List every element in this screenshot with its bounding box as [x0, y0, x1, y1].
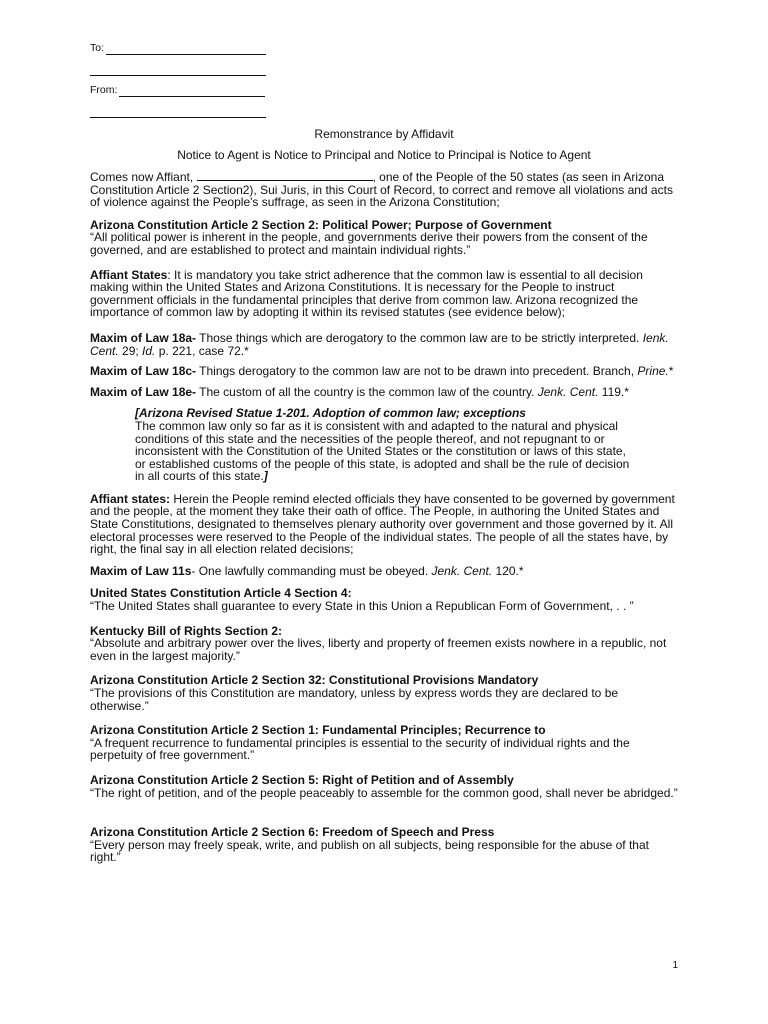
intro-before: Comes now Affiant,	[90, 170, 197, 184]
to-blank	[106, 43, 266, 55]
us-art4-sec4-text: “The United States shall guarantee to every State in this Union a Republican Form of Government, . . ”	[90, 599, 634, 614]
az-art2-sec2-text: “All political power is inherent in the people, and governments derive their powers from the consent of the governed, and are established to protect and maintain individual rights.”	[90, 230, 648, 257]
maxim-18e	[90, 386, 678, 399]
az-art2-sec6-text: “Every person may freely speak, write, and publish on all subjects, being responsible for the abuse of that right.”	[90, 837, 649, 865]
document-page	[90, 34, 678, 864]
maxim-18c-label: Maxim of Law 18c-	[90, 364, 197, 379]
maxim-18e-cite2: 119.*	[598, 384, 629, 399]
to-line-2	[90, 55, 678, 76]
maxim-11s-label: Maxim of Law 11s	[90, 563, 192, 578]
affiant-name-blank	[197, 170, 373, 181]
az-art2-sec32	[90, 674, 678, 712]
affiant-states-1-text: : It is mandatory you take strict adherence that the common law is essential to all decision making within the United States and Arizona Constitutions. It is necessary for the People to instruct government officials in the fundamental principles that derive from common law. Arizona recognized the importance of common law by adopting it within its revised statutes (see evidence below);	[90, 267, 643, 320]
ars-1-201-text: The common law only so far as it is consistent with and adapted to the natural and physical conditions of this state and the necessities of the people thereof, and not repugnant to or inconsistent with the Constitution of the United States or the constitution or laws of this state, or established customs of the people of this state, is adopted and shall be the rule of decision in all courts of this state.	[135, 418, 630, 484]
ky-bill-sec2-heading: Kentucky Bill of Rights Section 2:	[90, 623, 283, 638]
maxim-18e-label: Maxim of Law 18e-	[90, 384, 197, 399]
az-art2-sec1-text: “A frequent recurrence to fundamental principles is essential to the security of individual rights and the perpetuity of free government.”	[90, 735, 630, 763]
maxim-11s	[90, 565, 678, 578]
az-art2-sec1	[90, 724, 678, 762]
az-art2-sec32-text: “The provisions of this Constitution are mandatory, unless by express words they are declared to be otherwise.”	[90, 686, 619, 713]
maxim-18c-cite1: Prine.	[637, 364, 669, 379]
from-line-2	[90, 97, 678, 118]
affiant-states-1-label: Affiant States	[90, 267, 168, 282]
maxim-18e-text: The custom of all the country is the common law of the country.	[196, 384, 538, 399]
maxim-18e-cite1: Jenk. Cent.	[537, 384, 599, 399]
maxim-18c	[90, 365, 678, 378]
document-title: Remonstrance by Affidavit	[314, 127, 454, 141]
ky-bill-sec2	[90, 625, 678, 663]
affiant-states-2-label: Affiant states:	[90, 491, 171, 506]
az-art2-sec2-heading-rest: : Political Power; Purpose of Government	[314, 217, 552, 232]
ars-1-201-close: ]	[263, 469, 268, 484]
maxim-11s-cite1: Jenk. Cent.	[431, 563, 493, 578]
affiant-states-1	[90, 269, 678, 319]
maxim-18a-cite2: 29;	[118, 343, 143, 358]
maxim-18a	[90, 332, 678, 357]
intro-after: , one of the People of the 50 states (as seen in Arizona Constitution Article 2 Section2), Sui Juris, in this Court of Record, to correct and remove all violations and acts of violence against the People's suffrage, as seen in the Arizona Constitution;	[90, 170, 673, 210]
maxim-11s-cite2: 120.*	[492, 563, 524, 578]
az-art2-sec5-heading: Arizona Constitution Article 2 Section 5: Right of Petition and of Assembly	[90, 772, 514, 787]
az-art2-sec5	[90, 774, 678, 799]
maxim-11s-text: - One lawfully commanding must be obeyed.	[191, 563, 432, 578]
affiant-states-2-text: Herein the People remind elected officials they have consented to be governed by government and the people, at the moment they take their oath of office. The People, in authoring the United States and State Constitutions, designated to themselves plenary authority over government and those governed by it. All electoral processes were reserved to the People of the individual states. The people of all the states have, by right, the final say in all election related decisions;	[90, 491, 675, 557]
us-art4-sec4	[90, 587, 678, 612]
az-art2-sec32-heading: Arizona Constitution Article 2 Section 32: Constitutional Provisions Mandatory	[90, 673, 539, 688]
document-subtitle: Notice to Agent is Notice to Principal and Notice to Principal is Notice to Agent	[177, 148, 591, 162]
ars-1-201-heading: [Arizona Revised Statue 1-201. Adoption of common law; exceptions	[135, 406, 526, 421]
ars-1-201-quote	[135, 407, 631, 483]
page-number: 1	[672, 960, 678, 971]
from-label: From:	[90, 84, 118, 96]
to-line	[90, 34, 678, 55]
maxim-18a-cite4: p. 221, case 72.*	[155, 343, 249, 358]
maxim-18a-cite1: Ienk. Cent.	[90, 330, 669, 358]
ky-bill-sec2-text: “Absolute and arbitrary power over the lives, liberty and property of freemen exists nowhere in a republic, not even in the largest majority.”	[90, 636, 667, 663]
az-art2-sec2	[90, 219, 678, 257]
maxim-18a-text: Those things which are derogatory to the common law are to be strictly interpreted.	[196, 330, 643, 345]
intro-paragraph	[90, 170, 678, 209]
az-art2-sec5-text: “The right of petition, and of the people peaceably to assemble for the common good, shall never be abridged.”	[90, 785, 678, 800]
maxim-18a-cite3: Id.	[142, 343, 156, 358]
from-blank	[119, 85, 265, 97]
maxim-18c-cite2: *	[668, 364, 674, 379]
affiant-states-2	[90, 493, 678, 556]
to-label: To:	[90, 42, 105, 54]
maxim-18a-label: Maxim of Law 18a-	[90, 330, 197, 345]
us-art4-sec4-heading: United States Constitution Article 4 Section 4:	[90, 586, 352, 601]
to-blank-2	[90, 64, 266, 76]
from-blank-2	[90, 106, 266, 118]
az-art2-sec2-heading: Arizona Constitution Article 2 Section 2	[90, 217, 315, 232]
az-art2-sec1-heading: Arizona Constitution Article 2 Section 1: Fundamental Principles; Recurrence to	[90, 723, 546, 738]
az-art2-sec6-heading: Arizona Constitution Article 2 Section 6: Freedom of Speech and Press	[90, 825, 495, 840]
from-line	[90, 76, 678, 97]
az-art2-sec6	[90, 826, 678, 864]
address-block	[90, 34, 678, 118]
maxim-18c-text: Things derogatory to the common law are not to be drawn into precedent. Branch,	[196, 364, 638, 379]
